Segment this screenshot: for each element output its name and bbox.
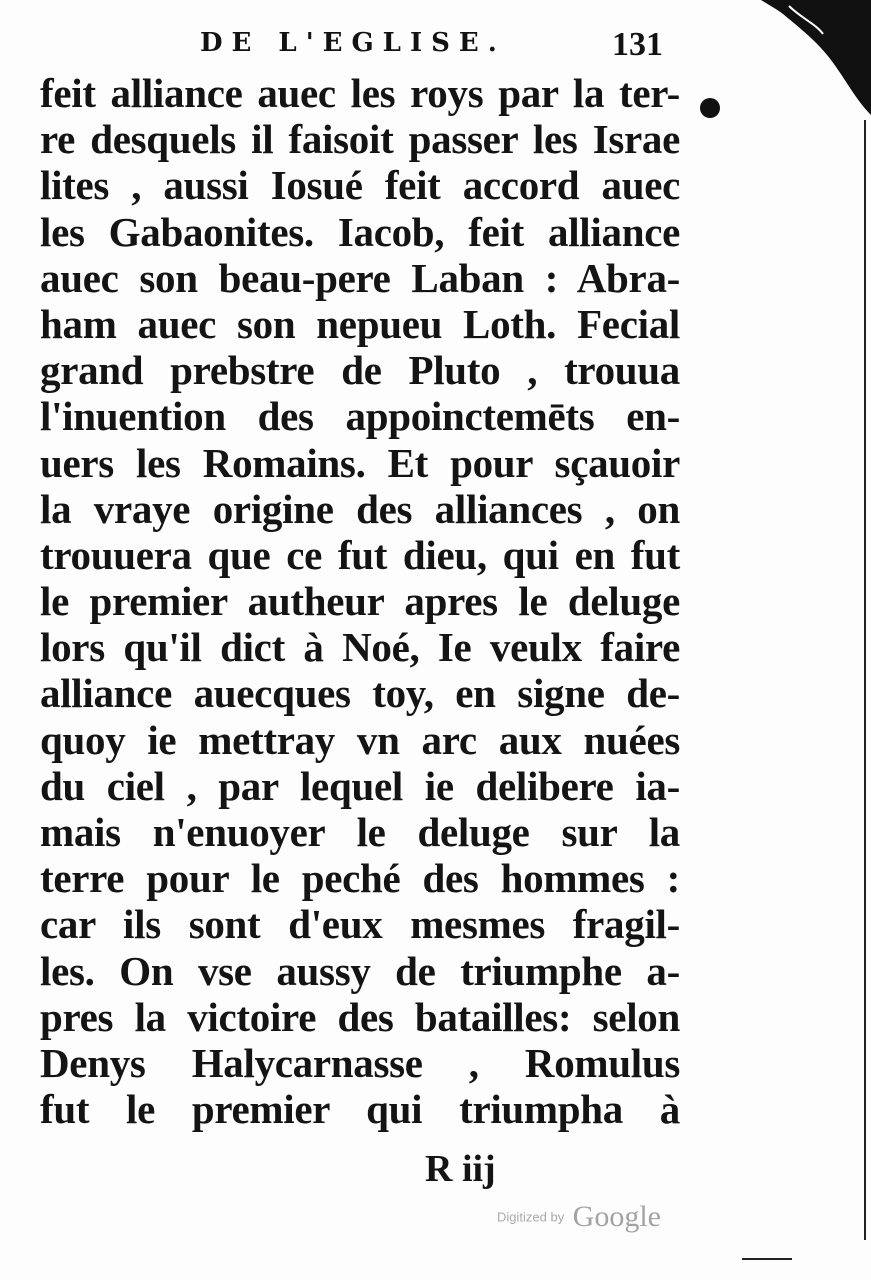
text-line: re desquels il faisoit passer les Israe [40,116,680,163]
bottom-edge-rule [742,1258,792,1260]
text-line: fut le premier qui triumpha à [40,1086,680,1133]
text-line: le premier autheur apres le deluge [40,578,680,625]
text-line: feit alliance auec les roys par la ter- [40,70,680,116]
watermark-prefix: Digitized by [497,1209,565,1225]
running-head: DE L'EGLISE. [200,28,506,58]
text-line: grand prebstre de Pluto , trouua [40,347,680,394]
text-line: Denys Halycarnasse , Romulus [40,1039,680,1086]
page-edge-rule [864,120,866,1240]
text-line: quoy ie mettray vn arc aux nuées [40,716,680,763]
text-line: alliance auecques toy, en signe de- [40,670,680,717]
text-line: ham auec son nepueu Loth. Fecial [40,300,680,347]
text-line: car ils sont d'eux mesmes fragil- [40,901,680,948]
text-line: trouuera que ce fut dieu, qui en fut [40,531,680,578]
text-line: les. On vse aussy de triumphe a- [40,947,680,994]
text-line: l'inuention des appoinctemēts en- [40,393,680,440]
text-line: uers les Romains. Et pour sçauoir [40,439,680,486]
text-line: mais n'enuoyer le deluge sur la [40,809,680,855]
text-line: pres la victoire des batailles: selon [40,993,680,1040]
digitized-watermark [497,1200,661,1234]
watermark-brand: Google [572,1200,661,1233]
text-line: la vraye origine des alliances , on [40,485,680,532]
signature-mark: R iij [425,1148,496,1190]
ink-blot [700,98,720,118]
text-line: du ciel , par lequel ie delibere ia- [40,762,680,809]
corner-shadow-shape [761,0,871,120]
text-line: terre pour le peché des hommes : [40,855,680,902]
text-line: lites , aussi Iosué feit accord auec [40,162,680,209]
body-text [40,70,680,1132]
page-number: 131 [612,26,663,63]
scan-corner-shadow [761,0,871,120]
text-line: auec son beau-pere Laban : Abra- [40,254,680,301]
text-line: les Gabaonites. Iacob, feit alliance [40,208,680,255]
text-line: lors qu'il dict à Noé, Ie veulx faire [40,624,680,671]
